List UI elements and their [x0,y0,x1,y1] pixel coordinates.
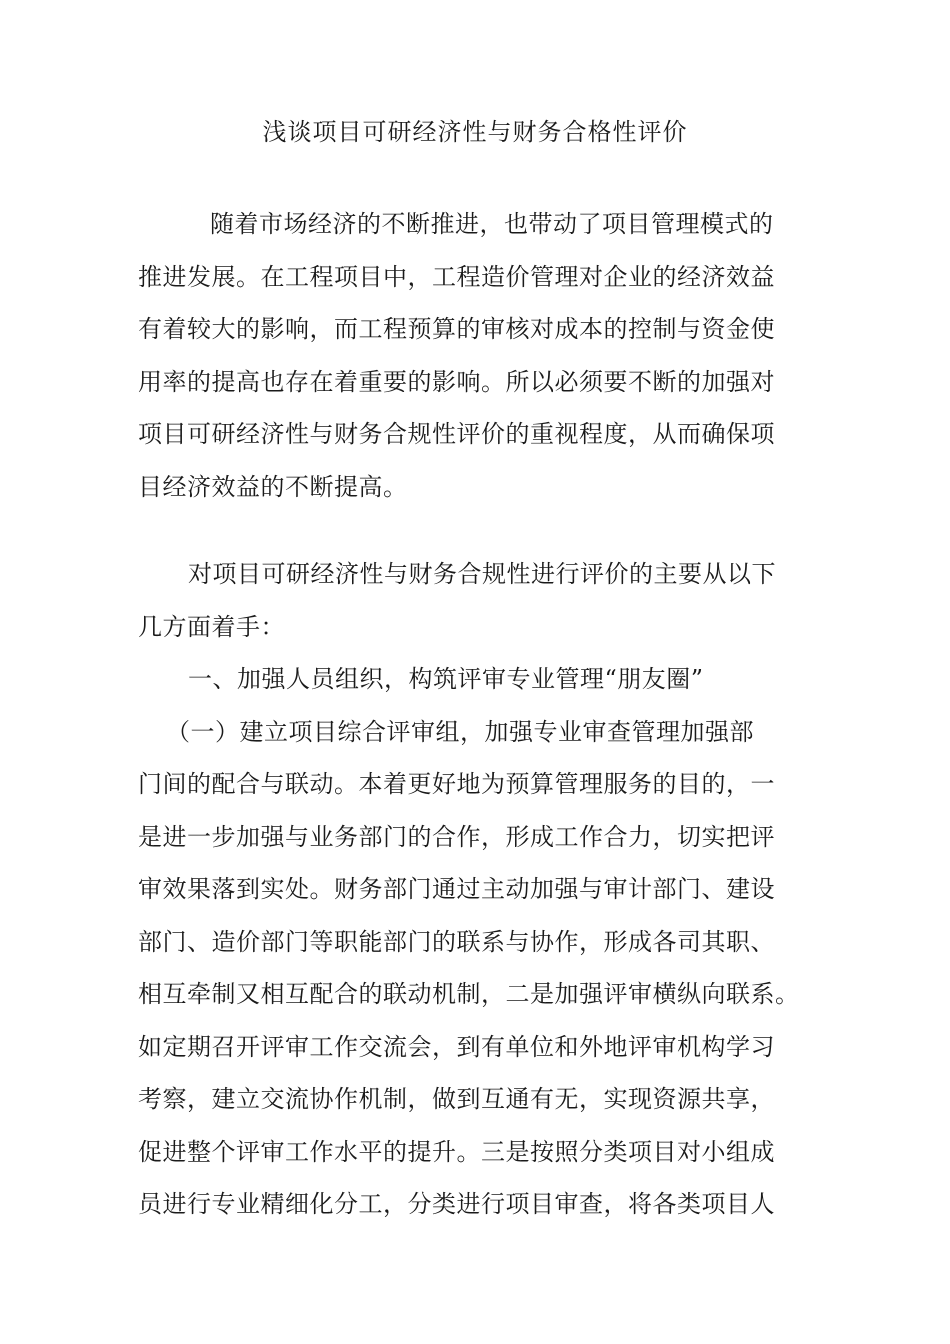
text-line: 考察，建立交流协作机制，做到互通有无，实现资源共享， [138,1085,775,1113]
body-section [138,548,813,1231]
text-line: 随着市场经济的不断推进，也带动了项目管理模式的 [210,210,774,238]
text-line: 部门、造价部门等职能部门的联系与协作，形成各司其职、 [138,927,775,956]
text-line: 如定期召开评审工作交流会，到有单位和外地评审机构学习 [138,1032,775,1061]
text-line: 相互牵制又相互配合的联动机制，二是加强评审横纵向联系。 [138,980,800,1008]
body-paragraph-intro [138,198,813,513]
text-line: 促进整个评审工作水平的提升。三是按照分类项目对小组成 [138,1137,775,1166]
text-line: 审效果落到实处。财务部门通过主动加强与审计部门、建设 [138,875,775,903]
document-title: 浅谈项目可研经济性与财务合格性评价 [262,118,688,146]
text-line: 对项目可研经济性与财务合规性进行评价的主要从以下 [188,560,776,588]
text-line: 用率的提高也存在着重要的影响。所以必须要不断的加强对 [138,367,775,396]
text-line: 项目可研经济性与财务合规性评价的重视程度，从而确保项 [138,420,775,448]
section-heading: 一、加强人员组织，构筑评审专业管理“朋友圈” [188,665,704,693]
text-line: 有着较大的影响，而工程预算的审核对成本的控制与资金使 [138,315,775,343]
text-line: 员进行专业精细化分工，分类进行项目审查，将各类项目人 [138,1190,775,1218]
text-line: 目经济效益的不断提高。 [138,472,408,501]
text-line: （一）建立项目综合评审组，加强专业审查管理加强部 [166,717,754,746]
text-line: 推进发展。在工程项目中，工程造价管理对企业的经济效益 [138,262,775,291]
text-line: 是进一步加强与业务部门的合作，形成工作合力，切实把评 [138,822,775,851]
text-line: 门间的配合与联动。本着更好地为预算管理服务的目的，一 [138,770,775,798]
text-line: 几方面着手： [138,612,285,641]
